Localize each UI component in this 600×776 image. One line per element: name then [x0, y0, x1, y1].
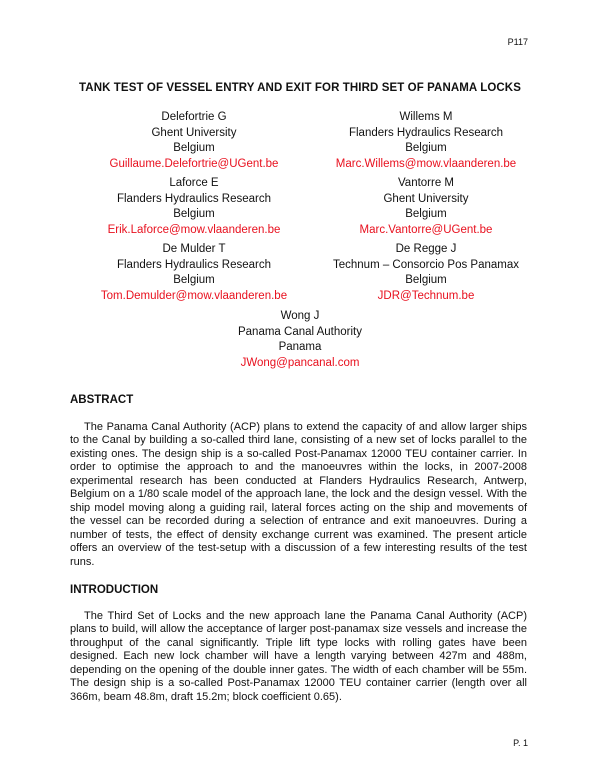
- author-affiliation: Flanders Hydraulics Research: [116, 192, 272, 205]
- author-name: Delefortrie G: [161, 111, 227, 123]
- author-name: Willems M: [399, 111, 453, 123]
- author-email[interactable]: Guillaume.Delefortrie@UGent.be: [109, 157, 279, 170]
- author-name: Wong J: [280, 310, 320, 322]
- author-name: De Regge J: [395, 243, 457, 255]
- author-email[interactable]: Tom.Demulder@mow.vlaanderen.be: [100, 289, 288, 302]
- author-email[interactable]: JWong@pancanal.com: [240, 356, 360, 369]
- abstract-heading: ABSTRACT: [70, 394, 134, 406]
- author-email[interactable]: Marc.Vantorre@UGent.be: [359, 223, 493, 236]
- author-affiliation: Ghent University: [383, 192, 469, 205]
- author-country: Belgium: [173, 142, 215, 154]
- author-block: [296, 110, 556, 172]
- author-email[interactable]: Erik.Laforce@mow.vlaanderen.be: [107, 223, 281, 236]
- paper-title: TANK TEST OF VESSEL ENTRY AND EXIT FOR THIRD SET OF PANAMA LOCKS: [79, 82, 521, 94]
- author-country: Belgium: [405, 208, 447, 220]
- page-code: P117: [507, 37, 528, 47]
- author-block: [64, 242, 324, 304]
- author-affiliation: Flanders Hydraulics Research: [348, 126, 504, 139]
- author-email[interactable]: JDR@Technum.be: [377, 289, 475, 302]
- author-block: [296, 176, 556, 238]
- author-country: Belgium: [173, 208, 215, 220]
- author-block: [296, 242, 556, 304]
- author-affiliation: Ghent University: [151, 126, 237, 139]
- introduction-heading: INTRODUCTION: [70, 584, 159, 596]
- author-block: [64, 110, 324, 172]
- author-block: [170, 309, 430, 371]
- author-name: Laforce E: [169, 177, 219, 189]
- abstract-text: The Panama Canal Authority (ACP) plans to extend the capacity of and allow larger ships to the Canal by building a so-called third lane, consisting of a new set of locks parallel to the existing ones. The design ship is a so-called Post-Panamax 12000 TEU container carrier. In order to optimise the approach to and the manoeuvres within the locks, in 2007-2008 experimental research has been conducted at Flanders Hydraulics Research, Antwerp, Belgium on a 1/80 scale model of the approach lane, the lock and the design vessel. With the ship model moving along a guiding rail, lateral forces acting on the ship and movements of the vessel can be recorded during a selection of entrance and exit manoeuvres. During a number of tests, the effect of density exchange current was examined. The present article offers an overview of the test-setup with a discussion of a few interesting results of the test runs.: [70, 421, 527, 568]
- author-affiliation: Technum – Consorcio Pos Panamax: [332, 258, 519, 271]
- author-country: Belgium: [405, 274, 447, 286]
- author-affiliation: Panama Canal Authority: [237, 325, 363, 338]
- author-affiliation: Flanders Hydraulics Research: [116, 258, 272, 271]
- author-name: De Mulder T: [162, 243, 226, 255]
- author-email[interactable]: Marc.Willems@mow.vlaanderen.be: [335, 157, 517, 170]
- page-number: P. 1: [513, 738, 528, 748]
- author-country: Belgium: [405, 142, 447, 154]
- author-country: Panama: [278, 341, 322, 353]
- author-name: Vantorre M: [397, 177, 455, 189]
- author-block: [64, 176, 324, 238]
- author-country: Belgium: [173, 274, 215, 286]
- introduction-text: The Third Set of Locks and the new approach lane the Panama Canal Authority (ACP) plans to build, will allow the acceptance of larger post-panamax size vessels and increase the throughput of the canal significantly. Triple lift type locks with rolling gates have been designed. Each new lock chamber will have a length varying between 427m and 488m, depending on the opening of the double inner gates. The width of each chamber will be 55m. The design ship is a so-called Post-Panamax 12000 TEU container carrier (length over all 366m, beam 48.8m, draft 15.2m; block coefficient 0.65).: [70, 610, 527, 703]
